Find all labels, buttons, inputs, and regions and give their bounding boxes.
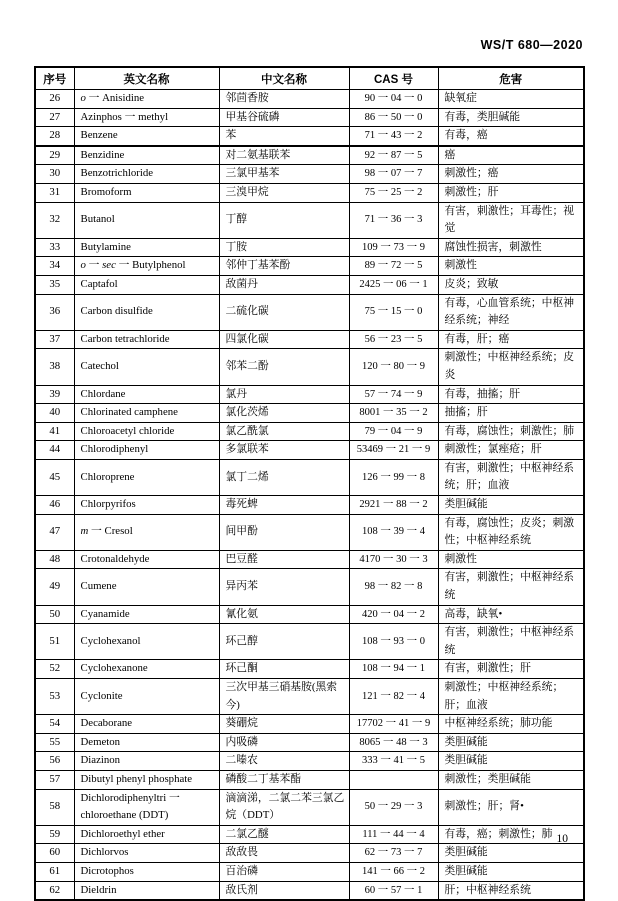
cell-english-name: Catechol: [74, 349, 219, 385]
cell-cas-number: 56 一 23 一 5: [349, 330, 438, 349]
cell-english-name: Cumene: [74, 569, 219, 605]
table-row: [35, 605, 584, 624]
cell-hazard: 有毒，腐蚀性；皮炎；刺激性；中枢神经系统: [438, 514, 584, 550]
cell-index: 36: [35, 294, 74, 330]
table-row: [35, 108, 584, 127]
cell-index: 26: [35, 90, 74, 109]
cell-hazard: 有害，刺激性；中枢神经系统；肝；血液: [438, 459, 584, 495]
cell-english-name: Dichlorodiphenyltri 一 chloroethane (DDT): [74, 789, 219, 825]
cell-chinese-name: 三次甲基三硝基胺(黑索今): [219, 679, 349, 715]
cell-index: 34: [35, 257, 74, 276]
cell-chinese-name: 敌敌畏: [219, 844, 349, 863]
cell-chinese-name: 邻仲丁基苯酚: [219, 257, 349, 276]
cell-chinese-name: 丁醇: [219, 202, 349, 238]
cell-english-name: Cyanamide: [74, 605, 219, 624]
cell-chinese-name: 毒死蜱: [219, 496, 349, 515]
cell-cas-number: 53469 一 21 一 9: [349, 441, 438, 460]
table-row: [35, 330, 584, 349]
table-row: [35, 459, 584, 495]
cell-cas-number: 98 一 82 一 8: [349, 569, 438, 605]
cell-english-name: Dichlorvos: [74, 844, 219, 863]
hazard-table: [34, 66, 585, 901]
cell-cas-number: 111 一 44 一 4: [349, 825, 438, 844]
cell-cas-number: 120 一 80 一 9: [349, 349, 438, 385]
table-row: [35, 404, 584, 423]
cell-hazard: 类胆碱能: [438, 733, 584, 752]
table-row: [35, 789, 584, 825]
column-header: 中文名称: [219, 67, 349, 90]
cell-hazard: 皮炎；致敏: [438, 275, 584, 294]
cell-index: 47: [35, 514, 74, 550]
table-row: [35, 146, 584, 165]
cell-hazard: 刺激性: [438, 257, 584, 276]
cell-english-name: Bromoform: [74, 183, 219, 202]
cell-chinese-name: 甲基谷硫磷: [219, 108, 349, 127]
cell-english-name: Chloroprene: [74, 459, 219, 495]
cell-cas-number: 71 一 36 一 3: [349, 202, 438, 238]
cell-index: 44: [35, 441, 74, 460]
table-row: [35, 496, 584, 515]
cell-chinese-name: 氯乙酰氯: [219, 422, 349, 441]
cell-chinese-name: 环己醇: [219, 624, 349, 660]
table-row: [35, 183, 584, 202]
cell-cas-number: 108 一 39 一 4: [349, 514, 438, 550]
cell-index: 39: [35, 385, 74, 404]
cell-chinese-name: 三溴甲烷: [219, 183, 349, 202]
cell-english-name: Carbon disulfide: [74, 294, 219, 330]
standard-number: WS/T 680—2020: [480, 38, 583, 52]
cell-hazard: 肝；中枢神经系统: [438, 881, 584, 900]
column-header: 序号: [35, 67, 74, 90]
cell-english-name: Captafol: [74, 275, 219, 294]
cell-chinese-name: 二氯乙醚: [219, 825, 349, 844]
table-header: [35, 67, 584, 90]
table-row: [35, 881, 584, 900]
cell-index: 50: [35, 605, 74, 624]
table-row: [35, 385, 584, 404]
cell-english-name: Dibutyl phenyl phosphate: [74, 770, 219, 789]
cell-chinese-name: 二嗪农: [219, 752, 349, 771]
cell-chinese-name: 氰化氨: [219, 605, 349, 624]
cell-cas-number: 79 一 04 一 9: [349, 422, 438, 441]
cell-cas-number: 60 一 57 一 1: [349, 881, 438, 900]
cell-english-name: o 一 Anisidine: [74, 90, 219, 109]
cell-cas-number: 8065 一 48 一 3: [349, 733, 438, 752]
cell-english-name: Diazinon: [74, 752, 219, 771]
cell-english-name: Chlordane: [74, 385, 219, 404]
cell-cas-number: 89 一 72 一 5: [349, 257, 438, 276]
cell-cas-number: 62 一 73 一 7: [349, 844, 438, 863]
cell-hazard: 有害，刺激性；耳毒性；视觉: [438, 202, 584, 238]
table-row: [35, 862, 584, 881]
cell-index: 59: [35, 825, 74, 844]
table-row: [35, 679, 584, 715]
cell-english-name: Chlorpyrifos: [74, 496, 219, 515]
cell-english-name: Demeton: [74, 733, 219, 752]
cell-cas-number: 75 一 25 一 2: [349, 183, 438, 202]
cell-chinese-name: 环己酮: [219, 660, 349, 679]
cell-chinese-name: 对二氨基联苯: [219, 146, 349, 165]
table-row: [35, 770, 584, 789]
cell-english-name: Dichloroethyl ether: [74, 825, 219, 844]
cell-chinese-name: 氯丁二烯: [219, 459, 349, 495]
table-row: [35, 752, 584, 771]
cell-english-name: Cyclonite: [74, 679, 219, 715]
cell-hazard: 刺激性；氯痤疮；肝: [438, 441, 584, 460]
cell-cas-number: 2921 一 88 一 2: [349, 496, 438, 515]
cell-index: 57: [35, 770, 74, 789]
cell-hazard: 有毒，癌: [438, 127, 584, 146]
cell-english-name: Cyclohexanol: [74, 624, 219, 660]
cell-index: 38: [35, 349, 74, 385]
table-row: [35, 294, 584, 330]
cell-chinese-name: 氯丹: [219, 385, 349, 404]
cell-chinese-name: 异丙苯: [219, 569, 349, 605]
cell-chinese-name: 滴滴涕，二氯二苯三氯乙烷（DDT）: [219, 789, 349, 825]
cell-index: 29: [35, 146, 74, 165]
cell-hazard: 类胆碱能: [438, 862, 584, 881]
cell-hazard: 有毒，类胆碱能: [438, 108, 584, 127]
cell-hazard: 有毒，癌；刺激性；肺: [438, 825, 584, 844]
table-row: [35, 441, 584, 460]
cell-index: 37: [35, 330, 74, 349]
cell-index: 30: [35, 165, 74, 184]
cell-hazard: 刺激性: [438, 550, 584, 569]
column-header: 危害: [438, 67, 584, 90]
table-row: [35, 202, 584, 238]
cell-index: 55: [35, 733, 74, 752]
cell-hazard: 刺激性；类胆碱能: [438, 770, 584, 789]
cell-cas-number: 2425 一 06 一 1: [349, 275, 438, 294]
cell-index: 40: [35, 404, 74, 423]
cell-chinese-name: 四氯化碳: [219, 330, 349, 349]
column-header: CAS 号: [349, 67, 438, 90]
cell-english-name: Dieldrin: [74, 881, 219, 900]
cell-index: 27: [35, 108, 74, 127]
cell-english-name: Azinphos 一 methyl: [74, 108, 219, 127]
cell-hazard: 有毒，肝；癌: [438, 330, 584, 349]
table-row: [35, 733, 584, 752]
table-row: [35, 660, 584, 679]
cell-english-name: Crotonaldehyde: [74, 550, 219, 569]
cell-cas-number: 86 一 50 一 0: [349, 108, 438, 127]
cell-chinese-name: 葵硼烷: [219, 715, 349, 734]
cell-hazard: 刺激性；中枢神经系统；皮炎: [438, 349, 584, 385]
cell-hazard: 类胆碱能: [438, 844, 584, 863]
cell-english-name: m 一 Cresol: [74, 514, 219, 550]
cell-cas-number: 108 一 93 一 0: [349, 624, 438, 660]
table-row: [35, 349, 584, 385]
cell-cas-number: 50 一 29 一 3: [349, 789, 438, 825]
cell-english-name: o 一 sec 一 Butylphenol: [74, 257, 219, 276]
cell-cas-number: 108 一 94 一 1: [349, 660, 438, 679]
table-row: [35, 422, 584, 441]
cell-english-name: Chloroacetyl chloride: [74, 422, 219, 441]
cell-cas-number: 420 一 04 一 2: [349, 605, 438, 624]
cell-index: 48: [35, 550, 74, 569]
cell-hazard: 缺氧症: [438, 90, 584, 109]
cell-index: 52: [35, 660, 74, 679]
table-row: [35, 257, 584, 276]
cell-english-name: Decaborane: [74, 715, 219, 734]
cell-index: 54: [35, 715, 74, 734]
table-row: [35, 844, 584, 863]
cell-english-name: Benzene: [74, 127, 219, 146]
cell-hazard: 刺激性；中枢神经系统；肝；血液: [438, 679, 584, 715]
table-header-row: [35, 67, 584, 90]
cell-index: 32: [35, 202, 74, 238]
table-row: [35, 569, 584, 605]
cell-english-name: Cyclohexanone: [74, 660, 219, 679]
cell-hazard: 有毒，抽搐；肝: [438, 385, 584, 404]
cell-english-name: Butanol: [74, 202, 219, 238]
cell-hazard: 腐蚀性损害，刺激性: [438, 238, 584, 257]
cell-index: 31: [35, 183, 74, 202]
cell-chinese-name: 二硫化碳: [219, 294, 349, 330]
cell-index: 46: [35, 496, 74, 515]
cell-index: 60: [35, 844, 74, 863]
cell-english-name: Benzotrichloride: [74, 165, 219, 184]
table-row: [35, 715, 584, 734]
cell-cas-number: 90 一 04 一 0: [349, 90, 438, 109]
cell-hazard: 刺激性；肝；肾•: [438, 789, 584, 825]
table-row: [35, 238, 584, 257]
cell-cas-number: 8001 一 35 一 2: [349, 404, 438, 423]
table-row: [35, 514, 584, 550]
cell-chinese-name: 氯化茨烯: [219, 404, 349, 423]
cell-index: 35: [35, 275, 74, 294]
cell-index: 58: [35, 789, 74, 825]
cell-chinese-name: 三氯甲基苯: [219, 165, 349, 184]
cell-cas-number: 121 一 82 一 4: [349, 679, 438, 715]
cell-cas-number: 126 一 99 一 8: [349, 459, 438, 495]
cell-cas-number: 92 一 87 一 5: [349, 146, 438, 165]
cell-chinese-name: 邻茴香胺: [219, 90, 349, 109]
cell-hazard: 刺激性；癌: [438, 165, 584, 184]
cell-cas-number: 75 一 15 一 0: [349, 294, 438, 330]
cell-index: 62: [35, 881, 74, 900]
cell-hazard: 类胆碱能: [438, 752, 584, 771]
page-number: 10: [556, 833, 568, 845]
cell-chinese-name: 磷酸二丁基苯酯: [219, 770, 349, 789]
cell-hazard: 有毒，腐蚀性；刺激性；肺: [438, 422, 584, 441]
cell-index: 56: [35, 752, 74, 771]
cell-english-name: Chlorinated camphene: [74, 404, 219, 423]
cell-cas-number: 141 一 66 一 2: [349, 862, 438, 881]
cell-index: 28: [35, 127, 74, 146]
cell-index: 41: [35, 422, 74, 441]
cell-english-name: Benzidine: [74, 146, 219, 165]
cell-cas-number: 17702 一 41 一 9: [349, 715, 438, 734]
cell-hazard: 抽搐；肝: [438, 404, 584, 423]
cell-cas-number: 98 一 07 一 7: [349, 165, 438, 184]
cell-cas-number: 57 一 74 一 9: [349, 385, 438, 404]
cell-index: 33: [35, 238, 74, 257]
cell-hazard: 高毒，缺氧•: [438, 605, 584, 624]
table-row: [35, 825, 584, 844]
cell-chinese-name: 邻苯二酚: [219, 349, 349, 385]
cell-hazard: 有害，刺激性；中枢神经系统: [438, 624, 584, 660]
cell-cas-number: 4170 一 30 一 3: [349, 550, 438, 569]
table-row: [35, 165, 584, 184]
cell-cas-number: [349, 770, 438, 789]
cell-index: 45: [35, 459, 74, 495]
cell-hazard: 刺激性；肝: [438, 183, 584, 202]
cell-chinese-name: 苯: [219, 127, 349, 146]
cell-hazard: 有毒，心血管系统；中枢神经系统；神经: [438, 294, 584, 330]
cell-cas-number: 71 一 43 一 2: [349, 127, 438, 146]
cell-english-name: Carbon tetrachloride: [74, 330, 219, 349]
cell-cas-number: 333 一 41 一 5: [349, 752, 438, 771]
cell-hazard: 癌: [438, 146, 584, 165]
cell-hazard: 类胆碱能: [438, 496, 584, 515]
cell-chinese-name: 百治磷: [219, 862, 349, 881]
cell-index: 53: [35, 679, 74, 715]
table-row: [35, 550, 584, 569]
cell-index: 51: [35, 624, 74, 660]
cell-chinese-name: 间甲酚: [219, 514, 349, 550]
cell-index: 49: [35, 569, 74, 605]
cell-chinese-name: 敌氏剂: [219, 881, 349, 900]
column-header: 英文名称: [74, 67, 219, 90]
table-row: [35, 624, 584, 660]
cell-hazard: 中枢神经系统；肺功能: [438, 715, 584, 734]
cell-english-name: Butylamine: [74, 238, 219, 257]
table-row: [35, 90, 584, 109]
cell-english-name: Dicrotophos: [74, 862, 219, 881]
cell-chinese-name: 丁胺: [219, 238, 349, 257]
cell-chinese-name: 巴豆醛: [219, 550, 349, 569]
cell-hazard: 有害，刺激性；中枢神经系统: [438, 569, 584, 605]
cell-chinese-name: 内吸磷: [219, 733, 349, 752]
cell-hazard: 有害，刺激性；肝: [438, 660, 584, 679]
cell-chinese-name: 敌菌丹: [219, 275, 349, 294]
cell-english-name: Chlorodiphenyl: [74, 441, 219, 460]
table-row: [35, 275, 584, 294]
cell-index: 61: [35, 862, 74, 881]
table-row: [35, 127, 584, 146]
cell-chinese-name: 多氯联苯: [219, 441, 349, 460]
cell-cas-number: 109 一 73 一 9: [349, 238, 438, 257]
